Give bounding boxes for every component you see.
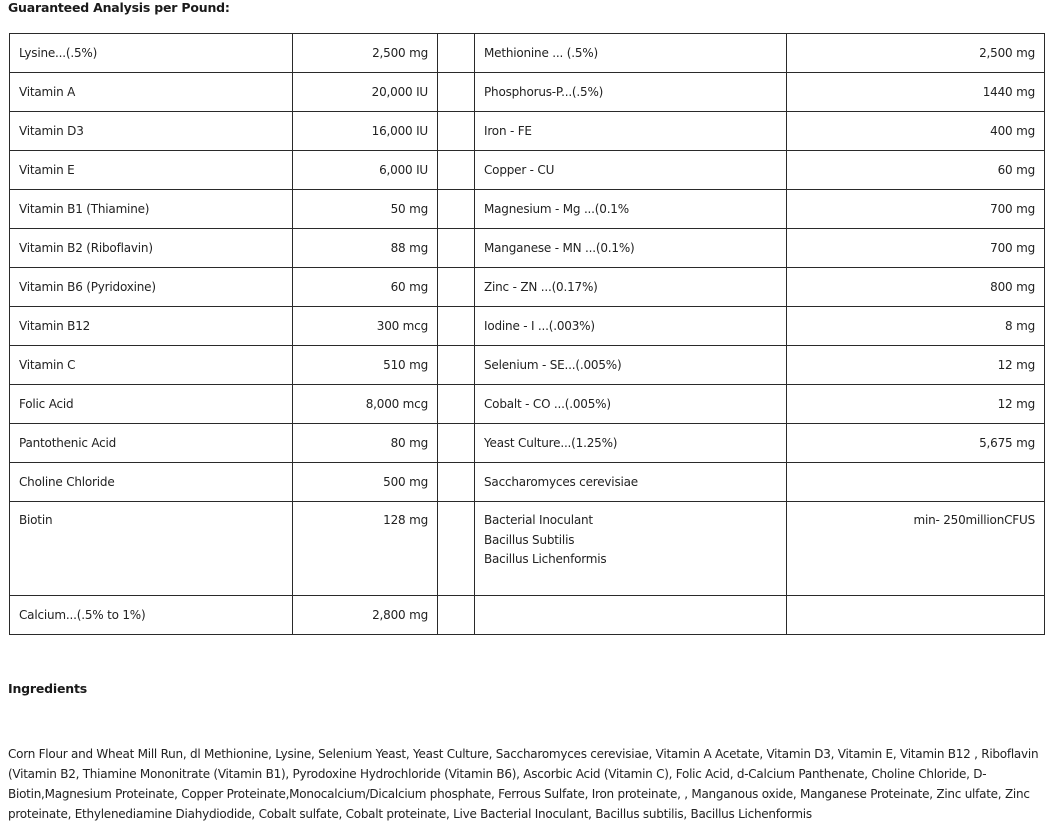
table-row bbox=[10, 385, 1045, 424]
spacer-cell bbox=[438, 190, 475, 229]
guaranteed-analysis-heading: Guaranteed Analysis per Pound: bbox=[8, 0, 230, 15]
nutrient-name: Biotin bbox=[10, 502, 293, 596]
table-row bbox=[10, 307, 1045, 346]
table-row bbox=[10, 112, 1045, 151]
nutrient-value: 60 mg bbox=[787, 151, 1045, 190]
inoculant-line: Bacillus Subtilis bbox=[484, 532, 575, 547]
nutrient-name: Magnesium - Mg ...(0.1% bbox=[475, 190, 787, 229]
nutrient-name: Iodine - I ...(.003%) bbox=[475, 307, 787, 346]
nutrient-value: 700 mg bbox=[787, 190, 1045, 229]
nutrient-name: Saccharomyces cerevisiae bbox=[475, 463, 787, 502]
inoculant-line: Bacterial Inoculant bbox=[484, 513, 593, 527]
bacterial-inoculant-cell bbox=[475, 502, 787, 596]
nutrient-name: Vitamin E bbox=[10, 151, 293, 190]
nutrient-name: Methionine ... (.5%) bbox=[475, 34, 787, 73]
nutrient-name: Selenium - SE...(.005%) bbox=[475, 346, 787, 385]
table-row bbox=[10, 151, 1045, 190]
nutrient-value: 5,675 mg bbox=[787, 424, 1045, 463]
table-row bbox=[10, 34, 1045, 73]
nutrient-name bbox=[475, 596, 787, 635]
ingredients-heading: Ingredients bbox=[8, 681, 87, 696]
spacer-cell bbox=[438, 307, 475, 346]
table-row bbox=[10, 463, 1045, 502]
nutrient-value: 12 mg bbox=[787, 385, 1045, 424]
table-row bbox=[10, 346, 1045, 385]
nutrient-value: 700 mg bbox=[787, 229, 1045, 268]
nutrient-name: Calcium...(.5% to 1%) bbox=[10, 596, 293, 635]
spacer-cell bbox=[438, 112, 475, 151]
inoculant-line: Bacillus Lichenformis bbox=[484, 552, 607, 566]
spacer-cell bbox=[438, 229, 475, 268]
nutrient-name: Vitamin B6 (Pyridoxine) bbox=[10, 268, 293, 307]
spacer-cell bbox=[438, 463, 475, 502]
nutrient-value: 12 mg bbox=[787, 346, 1045, 385]
nutrient-value: 2,800 mg bbox=[293, 596, 438, 635]
nutrient-name: Vitamin B2 (Riboflavin) bbox=[10, 229, 293, 268]
nutrient-name: Lysine...(.5%) bbox=[10, 34, 293, 73]
spacer-cell bbox=[438, 385, 475, 424]
nutrient-name: Zinc - ZN ...(0.17%) bbox=[475, 268, 787, 307]
nutrient-value: 80 mg bbox=[293, 424, 438, 463]
nutrient-name: Choline Chloride bbox=[10, 463, 293, 502]
nutrient-value: 1440 mg bbox=[787, 73, 1045, 112]
nutrient-value: 510 mg bbox=[293, 346, 438, 385]
spacer-cell bbox=[438, 502, 475, 596]
nutrient-value: 8 mg bbox=[787, 307, 1045, 346]
spacer-cell bbox=[438, 34, 475, 73]
nutrient-value: 800 mg bbox=[787, 268, 1045, 307]
nutrient-name: Folic Acid bbox=[10, 385, 293, 424]
table-row-calcium bbox=[10, 596, 1045, 635]
nutrient-value: 2,500 mg bbox=[787, 34, 1045, 73]
nutrient-name: Vitamin B1 (Thiamine) bbox=[10, 190, 293, 229]
table-row bbox=[10, 73, 1045, 112]
nutrient-name: Pantothenic Acid bbox=[10, 424, 293, 463]
nutrient-value: 300 mcg bbox=[293, 307, 438, 346]
nutrient-value: 60 mg bbox=[293, 268, 438, 307]
spacer-cell bbox=[438, 73, 475, 112]
analysis-table-body bbox=[10, 34, 1045, 635]
nutrient-value: 16,000 IU bbox=[293, 112, 438, 151]
nutrient-value: 20,000 IU bbox=[293, 73, 438, 112]
table-row bbox=[10, 424, 1045, 463]
spacer-cell bbox=[438, 596, 475, 635]
table-row bbox=[10, 268, 1045, 307]
spacer-cell bbox=[438, 268, 475, 307]
nutrient-value: 50 mg bbox=[293, 190, 438, 229]
nutrient-name: Vitamin D3 bbox=[10, 112, 293, 151]
nutrient-name: Yeast Culture...(1.25%) bbox=[475, 424, 787, 463]
nutrient-name: Vitamin B12 bbox=[10, 307, 293, 346]
nutrient-name: Cobalt - CO ...(.005%) bbox=[475, 385, 787, 424]
nutrient-value: 400 mg bbox=[787, 112, 1045, 151]
nutrient-name: Phosphorus-P...(.5%) bbox=[475, 73, 787, 112]
table-row bbox=[10, 229, 1045, 268]
table-row bbox=[10, 190, 1045, 229]
spacer-cell bbox=[438, 346, 475, 385]
nutrient-name: Manganese - MN ...(0.1%) bbox=[475, 229, 787, 268]
spacer-cell bbox=[438, 151, 475, 190]
nutrient-value: 8,000 mcg bbox=[293, 385, 438, 424]
nutrient-name: Vitamin C bbox=[10, 346, 293, 385]
nutrient-value bbox=[787, 596, 1045, 635]
ingredients-list: Corn Flour and Wheat Mill Run, dl Methionine, Lysine, Selenium Yeast, Yeast Culture, Saccharomyces cerevisiae, Vitamin A Acetate, Vitamin D3, Vitamin E, Vitamin B12 , Riboflavin (Vitamin B2, Thiamine Mononitrate (Vitamin B1), Pyrodoxine Hydrochloride (Vitamin B6), Ascorbic Acid (Vitamin C), Folic Acid, d-Calcium Panthenate, Choline Chloride, D-Biotin,Magnesium Proteinate, Copper Proteinate,Monocalcium/Dicalcium phosphate, Ferrous Sulfate, Iron proteinate, , Manganous oxide, Manganese Proteinate, Zinc ulfate, Zinc proteinate, Ethylenediamine Diahydiodide, Cobalt sulfate, Cobalt proteinate, Live Bacterial Inoculant, Bacillus subtilis, Bacillus Lichenformis bbox=[8, 747, 1039, 821]
spacer-cell bbox=[438, 424, 475, 463]
nutrient-name: Copper - CU bbox=[475, 151, 787, 190]
nutrient-value: 500 mg bbox=[293, 463, 438, 502]
nutrient-name: Iron - FE bbox=[475, 112, 787, 151]
nutrient-value: min- 250millionCFUS bbox=[787, 502, 1045, 596]
nutrient-value: 6,000 IU bbox=[293, 151, 438, 190]
nutrient-value: 2,500 mg bbox=[293, 34, 438, 73]
nutrient-value bbox=[787, 463, 1045, 502]
nutrient-value: 128 mg bbox=[293, 502, 438, 596]
guaranteed-analysis-table bbox=[9, 33, 1045, 635]
nutrient-name: Vitamin A bbox=[10, 73, 293, 112]
table-row-biotin bbox=[10, 502, 1045, 596]
nutrient-value: 88 mg bbox=[293, 229, 438, 268]
